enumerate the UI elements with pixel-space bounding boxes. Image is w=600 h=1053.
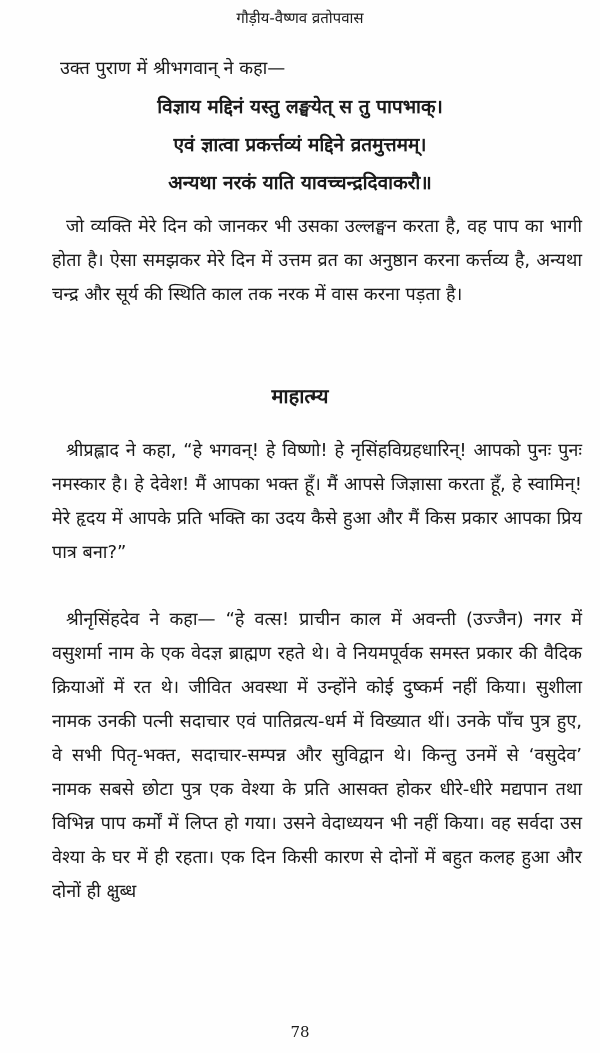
- paragraph-translation: [52, 210, 582, 312]
- paragraph-1-text: जो व्यक्ति मेरे दिन को जानकर भी उसका उल्लङ्घन करता है, वह पाप का भागी होता है। ऐसा समझकर मेरे दिन में उत्तम व्रत का अनुष्ठान करना कर्त्तव्य है, अन्यथा चन्द्र और सूर्य की स्थिति काल तक नरक में वास करना पड़ता है।: [52, 216, 582, 305]
- paragraph-prahlada: [52, 434, 582, 570]
- page-number: 78: [290, 1023, 310, 1041]
- intro-line: उक्त पुराण में श्रीभगवान् ने कहा—: [60, 58, 286, 79]
- sanskrit-verses: [0, 88, 600, 202]
- paragraph-nrsimhadeva: [52, 603, 582, 909]
- paragraph-2-text: श्रीप्रह्लाद ने कहा, “हे भगवन्! हे विष्णो! हे नृसिंहविग्रहधारिन्! आपको पुनः पुनः नमस्कार है। हे देवेश! मैं आपका भक्त हूँ। मैं आपसे जिज्ञासा करता हूँ, हे स्वामिन्! मेरे हृदय में आपके प्रति भक्ति का उदय कैसे हुआ और मैं किस प्रकार आपका प्रिय पात्र बना?”: [52, 440, 582, 563]
- running-head: गौड़ीय-वैष्णव व्रतोपवास: [236, 9, 364, 27]
- verse-line-3: अन्यथा नरकं याति यावच्चन्द्रदिवाकरौ॥: [168, 172, 432, 194]
- verse-line-2: एवं ज्ञात्वा प्रकर्त्तव्यं मद्दिने व्रतमुत्तमम्।: [173, 134, 427, 156]
- paragraph-3-text: श्रीनृसिंहदेव ने कहा— “हे वत्स! प्राचीन काल में अवन्ती (उज्जैन) नगर में वसुशर्मा नाम के एक वेदज्ञ ब्राह्मण रहते थे। वे नियमपूर्वक समस्त प्रकार की वैदिक क्रियाओं में रत थे। जीवित अवस्था में उन्होंने कोई दुष्कर्म नहीं किया। सुशीला नामक उनकी पत्नी सदाचार एवं पातिव्रत्य-धर्म में विख्यात थीं। उनके पाँच पुत्र हुए, वे सभी पितृ-भक्त, सदाचार-सम्पन्न और सुविद्वान थे। किन्तु उनमें से ‘वसुदेव’ नामक सबसे छोटा पुत्र एक वेश्या के प्रति आसक्त होकर धीरे-धीरे मद्यपान तथा विभिन्न पाप कर्मों में लिप्त हो गया। उसने वेदाध्ययन भी नहीं किया। वह सर्वदा उस वेश्या के घर में ही रहता। एक दिन किसी कारण से दोनों में बहुत कलह हुआ और दोनों ही क्षुब्ध: [52, 609, 582, 902]
- section-heading: माहात्म्य: [271, 384, 329, 408]
- verse-line-1: विज्ञाय मद्दिनं यस्तु लङ्घयेत् स तु पापभाक्।: [157, 96, 443, 118]
